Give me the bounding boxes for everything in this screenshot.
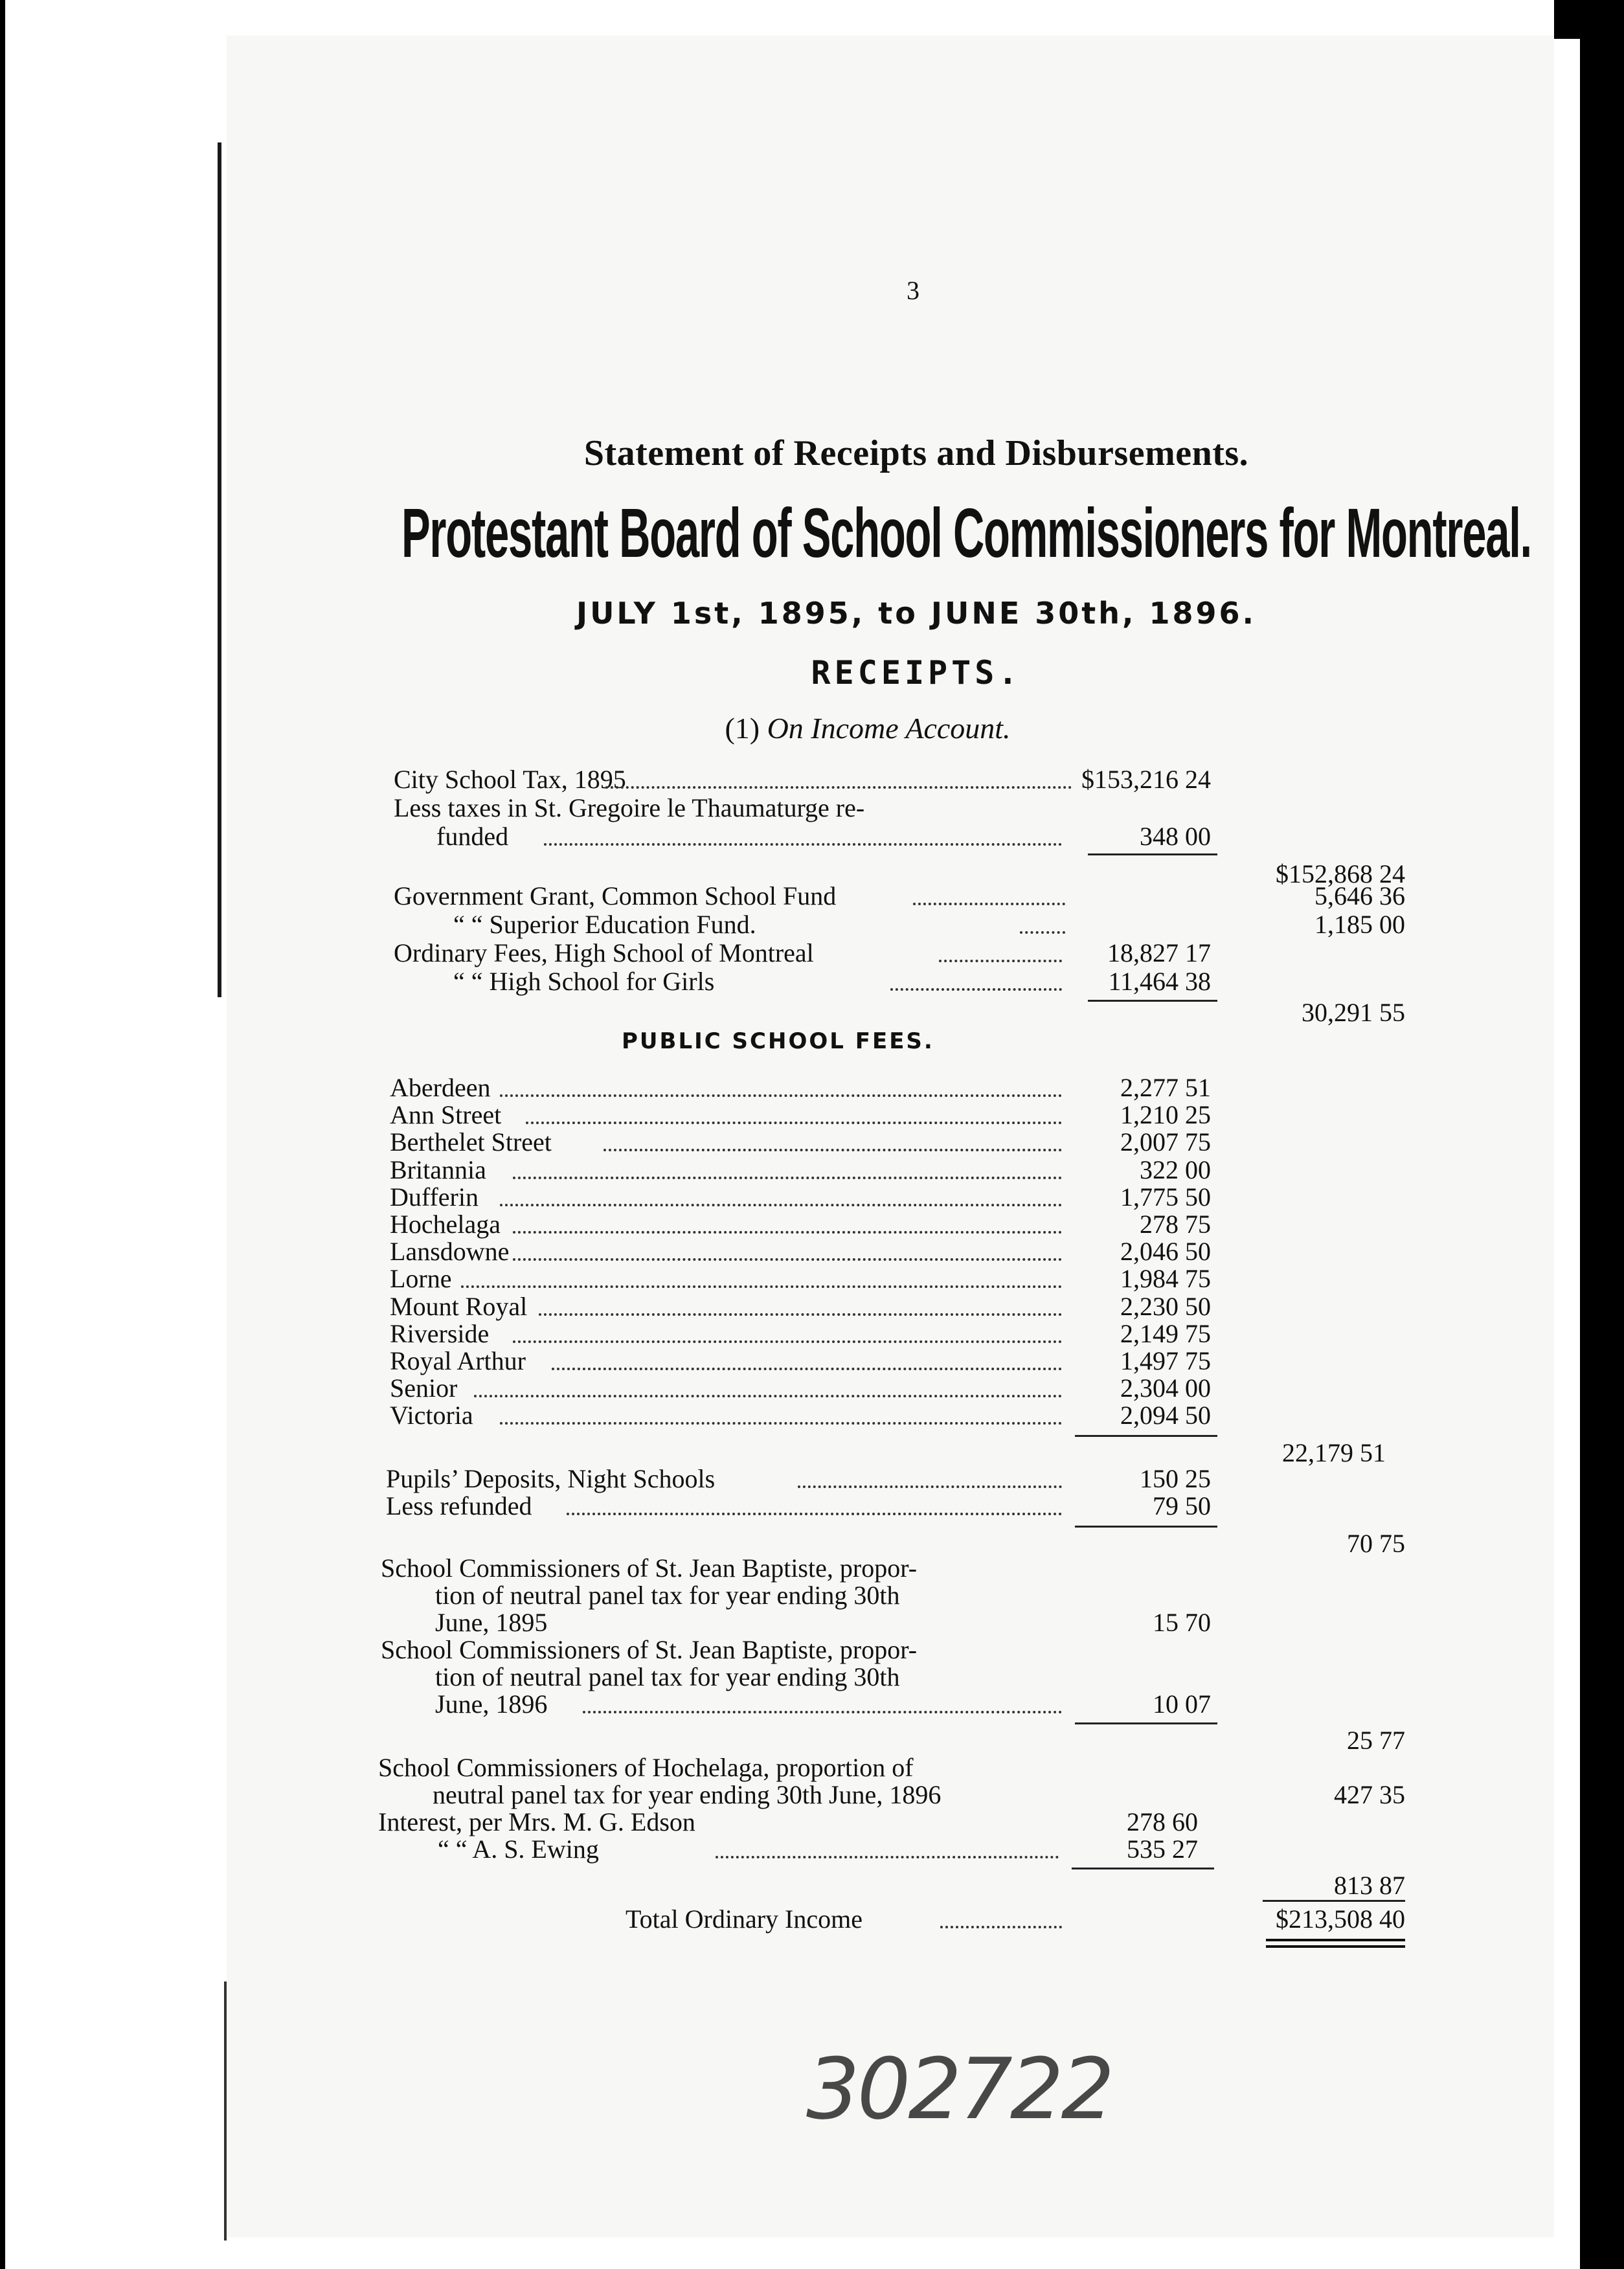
- column-2-amount: 1,185 00: [1314, 910, 1405, 939]
- row-label: tion of neutral panel tax for year ending 30th: [435, 1581, 900, 1610]
- leader-dots: [567, 1513, 1062, 1515]
- leader-dots: [940, 1926, 1062, 1928]
- ledger-row: [0, 1807, 1624, 1836]
- page-number: 3: [907, 276, 919, 305]
- school-fee-amount: 2,007 75: [1120, 1127, 1211, 1157]
- school-fee-amount: 2,094 50: [1120, 1401, 1211, 1430]
- school-fee-amount: 1,497 75: [1120, 1346, 1211, 1375]
- leader-dots: [552, 1368, 1062, 1370]
- row-label: “ “ Superior Education Fund.: [453, 910, 756, 939]
- school-fee-amount: 1,210 25: [1120, 1100, 1211, 1129]
- column-2-amount: 22,179 51: [1282, 1438, 1386, 1467]
- total-amount: $213,508 40: [1276, 1904, 1405, 1934]
- column-1-amount: 79 50: [1153, 1491, 1211, 1520]
- ledger-row: [0, 1100, 1624, 1129]
- row-label: Pupils’ Deposits, Night Schools: [386, 1464, 716, 1493]
- column-2-amount: 813 87: [1334, 1871, 1405, 1900]
- ledger-row: [0, 1607, 1624, 1637]
- ledger-row: [0, 1209, 1624, 1239]
- row-label: Government Grant, Common School Fund: [394, 881, 837, 910]
- section-title: On Income Account.: [767, 712, 1011, 745]
- public-school-fees-heading: PUBLIC SCHOOL FEES.: [622, 1028, 934, 1054]
- row-label: School Commissioners of St. Jean Baptiste, propor-: [381, 1553, 918, 1583]
- leader-dots: [798, 1485, 1062, 1488]
- ledger-row: [0, 764, 1624, 794]
- ledger-row: [0, 1553, 1624, 1583]
- leader-dots: [939, 960, 1062, 962]
- ledger-row: [0, 997, 1624, 1027]
- period-dates: JULY 1st, 1895, to JUNE 30th, 1896.: [576, 596, 1257, 631]
- school-fee-amount: 1,775 50: [1120, 1182, 1211, 1212]
- ledger-row: [0, 1072, 1624, 1102]
- ledger-row: [0, 909, 1624, 939]
- leader-dots: [539, 1313, 1062, 1316]
- school-fee-amount: 2,230 50: [1120, 1292, 1211, 1321]
- ledger-row: [0, 1491, 1624, 1520]
- leader-dots: [1020, 931, 1065, 934]
- ledger-row: [0, 1155, 1624, 1184]
- school-fee-amount: 322 00: [1140, 1155, 1211, 1184]
- school-name: Riverside: [390, 1319, 490, 1348]
- column-1-amount: 10 07: [1153, 1689, 1211, 1719]
- column-1-amount: 150 25: [1140, 1464, 1211, 1493]
- leader-dots: [526, 1122, 1062, 1124]
- leader-dots: [513, 1340, 1062, 1343]
- leader-dots: [583, 1711, 1062, 1713]
- school-fee-amount: 2,304 00: [1120, 1373, 1211, 1403]
- leader-dots: [513, 1177, 1062, 1179]
- board-title: Protestant Board of School Commissioners for Montreal.: [401, 493, 1531, 572]
- leader-dots: [500, 1422, 1062, 1425]
- school-name: Berthelet Street: [390, 1127, 552, 1157]
- subtotal-rule: [1088, 853, 1217, 855]
- ledger-row: [0, 938, 1624, 967]
- row-label: tion of neutral panel tax for year ending 30th: [435, 1662, 900, 1691]
- leader-dots: [500, 1094, 1062, 1097]
- ledger-row: [0, 1752, 1624, 1782]
- total-double-rule: [1266, 1939, 1405, 1941]
- school-fee-amount: 2,277 51: [1120, 1073, 1211, 1102]
- school-fee-amount: 2,149 75: [1120, 1319, 1211, 1348]
- row-label: June, 1896: [435, 1689, 548, 1719]
- column-2-amount: $152,868 24: [1276, 859, 1405, 888]
- ledger-row: [0, 793, 1624, 822]
- ledger-row: [0, 1373, 1624, 1403]
- ledger-row: [0, 1236, 1624, 1266]
- leader-dots: [890, 988, 1062, 991]
- row-label: “ “ High School for Girls: [453, 967, 715, 996]
- total-label: Total Ordinary Income: [626, 1904, 863, 1934]
- leader-dots: [513, 1231, 1062, 1234]
- total-row: [0, 1904, 1624, 1934]
- school-name: Hochelaga: [390, 1210, 501, 1239]
- school-name: Ann Street: [390, 1100, 502, 1129]
- ledger-row: [0, 1834, 1624, 1864]
- subtotal-rule: [1072, 1868, 1214, 1869]
- handwritten-accession-number: 302722: [806, 2040, 1112, 2138]
- subtotal-rule: [1075, 1435, 1217, 1437]
- subtotal-rule: [1263, 1900, 1405, 1902]
- subtotal-rule: [1075, 1526, 1217, 1528]
- school-name: Lansdowne: [390, 1237, 510, 1266]
- school-name: Mount Royal: [390, 1292, 528, 1321]
- column-1-amount: 15 70: [1153, 1608, 1211, 1637]
- column-2-amount: 25 77: [1347, 1726, 1405, 1755]
- column-1-amount: $153,216 24: [1081, 765, 1211, 794]
- ledger-row: [0, 1779, 1624, 1809]
- statement-title: Statement of Receipts and Disbursements.: [583, 433, 1249, 473]
- leader-dots: [605, 786, 1072, 789]
- leader-dots: [716, 1856, 1059, 1858]
- section-number: (1): [725, 712, 760, 745]
- ledger-row: [0, 1580, 1624, 1610]
- total-double-rule: [1266, 1945, 1405, 1948]
- ledger-row: [0, 1689, 1624, 1719]
- school-fee-amount: 1,984 75: [1120, 1264, 1211, 1293]
- subtotal-rule: [1075, 1722, 1217, 1724]
- school-name: Britannia: [390, 1155, 486, 1184]
- ledger-row: [0, 821, 1624, 851]
- leader-dots: [603, 1149, 1062, 1151]
- school-name: Aberdeen: [390, 1073, 491, 1102]
- ledger-row: [0, 1400, 1624, 1430]
- leader-dots: [500, 1204, 1062, 1206]
- ledger-row: [0, 1870, 1624, 1900]
- school-name: Dufferin: [390, 1182, 479, 1212]
- column-2-amount: 30,291 55: [1302, 998, 1405, 1027]
- row-label: “ “ A. S. Ewing: [438, 1834, 599, 1864]
- school-name: Lorne: [390, 1264, 452, 1293]
- school-name: Royal Arthur: [390, 1346, 526, 1375]
- ledger-row: [0, 1662, 1624, 1691]
- ledger-row: [0, 966, 1624, 996]
- ledger-row: [0, 1725, 1624, 1755]
- ledger-row: [0, 1127, 1624, 1157]
- ledger-row: [0, 881, 1624, 910]
- row-label: School Commissioners of Hochelaga, proportion of: [378, 1753, 914, 1782]
- row-label: Less refunded: [386, 1491, 532, 1520]
- ledger-row: [0, 1634, 1624, 1664]
- leader-dots: [913, 903, 1065, 905]
- column-2-amount: 5,646 36: [1314, 881, 1405, 910]
- row-label: Interest, per Mrs. M. G. Edson: [378, 1807, 695, 1836]
- school-name: Victoria: [390, 1401, 473, 1430]
- column-1-amount: 18,827 17: [1107, 938, 1211, 967]
- row-label: Ordinary Fees, High School of Montreal: [394, 938, 814, 967]
- row-label: City School Tax, 1895: [394, 765, 626, 794]
- row-label: funded: [436, 822, 509, 851]
- column-1-amount: 348 00: [1140, 822, 1211, 851]
- row-label: School Commissioners of St. Jean Baptiste, propor-: [381, 1635, 918, 1664]
- column-2-amount: 427 35: [1334, 1780, 1405, 1809]
- ledger-row: [0, 1182, 1624, 1212]
- row-label: neutral panel tax for year ending 30th June, 1896: [433, 1780, 942, 1809]
- row-label: June, 1895: [435, 1608, 548, 1637]
- leader-dots: [513, 1258, 1062, 1261]
- leader-dots: [461, 1285, 1062, 1288]
- column-1-amount: 535 27: [1127, 1834, 1198, 1864]
- ledger-row: [0, 1346, 1624, 1375]
- school-fee-amount: 2,046 50: [1120, 1237, 1211, 1266]
- leader-dots: [544, 843, 1062, 846]
- ledger-row: [0, 1291, 1624, 1321]
- column-1-amount: 11,464 38: [1108, 967, 1211, 996]
- ledger-row: [0, 1463, 1624, 1493]
- receipts-heading: RECEIPTS.: [811, 654, 1022, 692]
- ledger-row: [0, 1263, 1624, 1293]
- leader-dots: [474, 1395, 1062, 1397]
- school-name: Senior: [390, 1373, 458, 1403]
- school-fee-amount: 278 75: [1140, 1210, 1211, 1239]
- column-2-amount: 70 75: [1347, 1529, 1405, 1558]
- ledger-row: [0, 1318, 1624, 1348]
- row-label: Less taxes in St. Gregoire le Thaumaturge re-: [394, 793, 865, 822]
- column-1-amount: 278 60: [1127, 1807, 1198, 1836]
